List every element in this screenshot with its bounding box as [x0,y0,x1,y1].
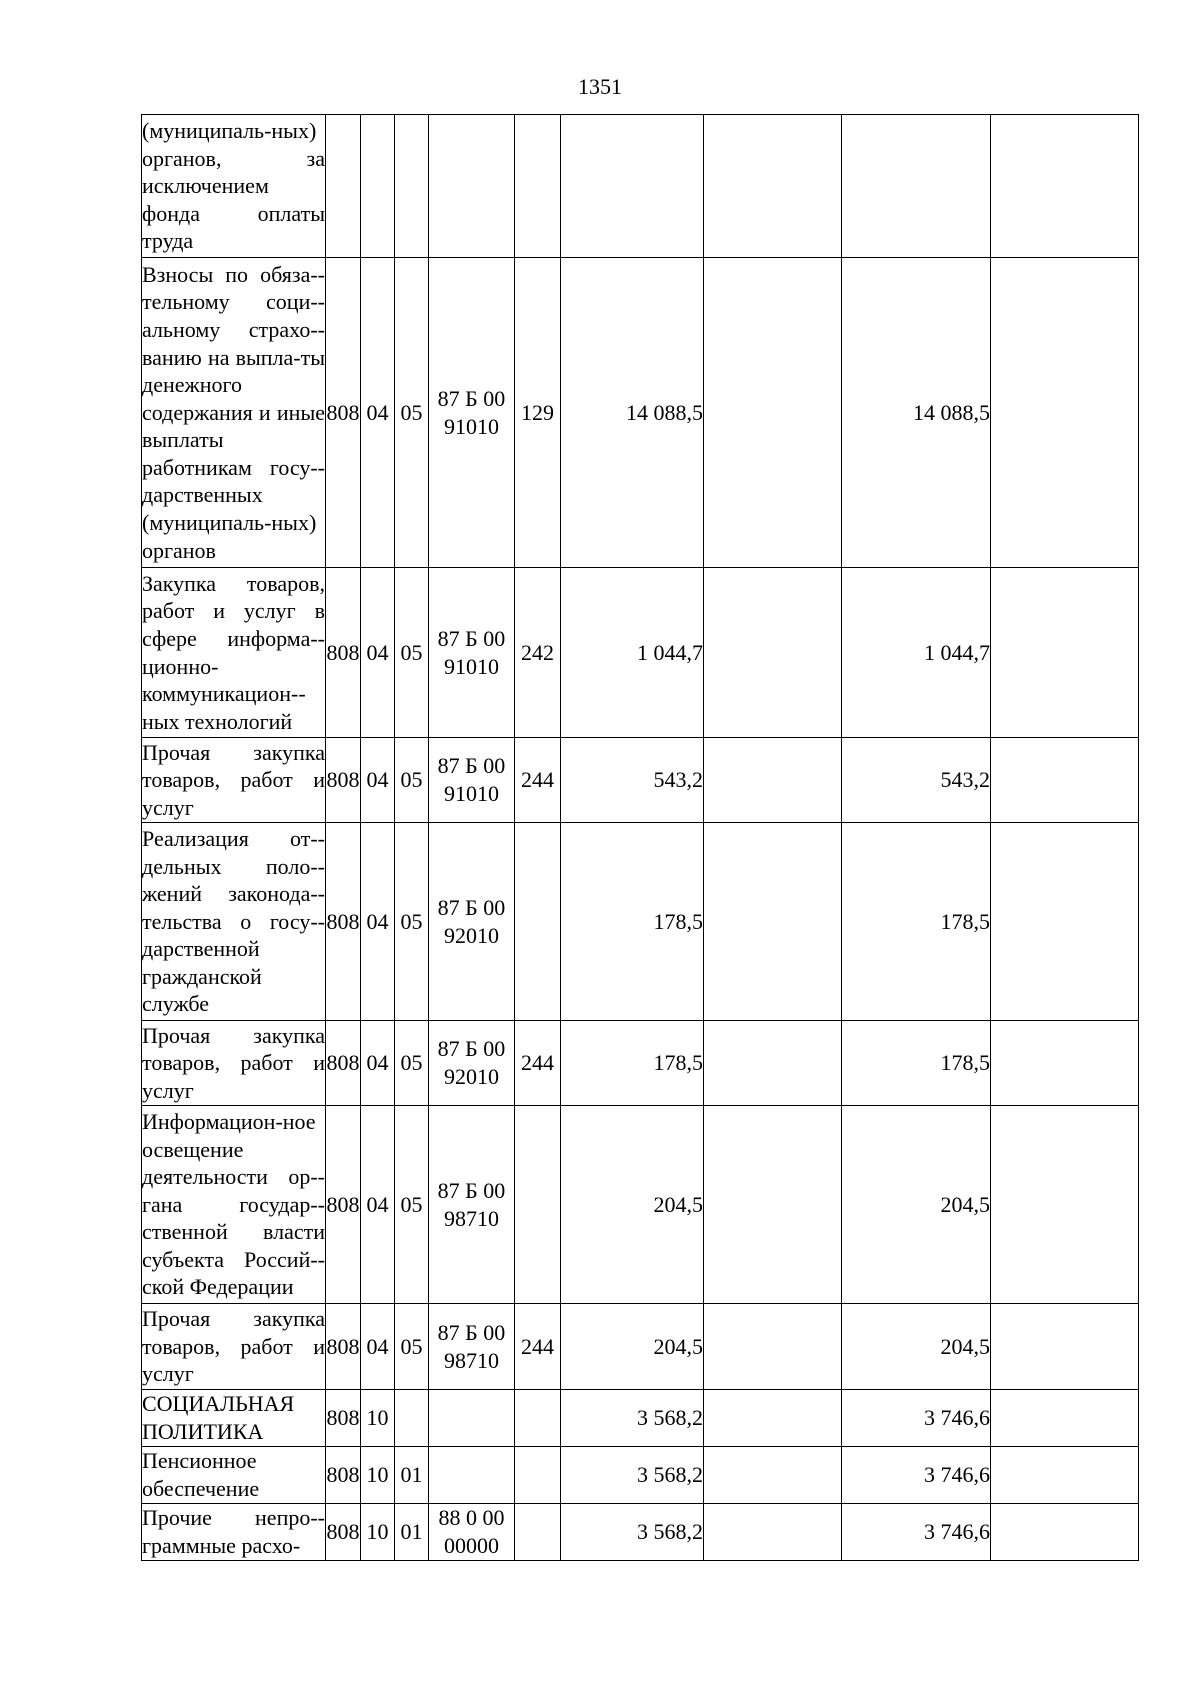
target-article-line-2: 91010 [444,653,499,679]
target-article-line-1: 87 Б 00 [437,1177,506,1203]
section-code-cell: 04 [361,1106,395,1304]
row-name-cell: Взносы по обяза-тельному соци-альному страхо-ванию на выпла-ты денежного содержания и иные выплаты работникам госу-дарственных (муниципаль-ных) органов [142,258,326,568]
sum-column-1-cell: 543,2 [561,738,704,823]
row-name-cell: СОЦИАЛЬНАЯ ПОЛИТИКА [142,1390,326,1447]
section-code-cell: 10 [361,1504,395,1561]
target-article-cell [429,115,515,258]
sum-column-1-cell: 204,5 [561,1106,704,1304]
row-name-cell: Прочая закупка товаров, работ и услуг [142,1021,326,1106]
sum-column-4-cell [991,568,1139,738]
admin-code-cell: 808 [326,1304,361,1390]
section-code-cell: 04 [361,1021,395,1106]
sum-column-2-cell [704,738,842,823]
row-name-cell: Реализация от-дельных поло-жений законода-тельства о госу-дарственной гражданской службе [142,823,326,1021]
subsection-code-cell: 05 [395,1106,429,1304]
sum-column-2-cell [704,1390,842,1447]
budget-table-body [142,115,1139,1561]
sum-column-4-cell [991,1504,1139,1561]
sum-column-3-cell: 204,5 [842,1106,991,1304]
sum-column-3-cell: 14 088,5 [842,258,991,568]
target-article-line-1: 87 Б 00 [437,894,506,920]
table-row [142,258,1139,568]
section-code-cell: 04 [361,1304,395,1390]
page-number: 1351 [578,74,622,99]
admin-code-cell [326,115,361,258]
admin-code-cell: 808 [326,568,361,738]
section-code-cell: 04 [361,823,395,1021]
target-article-line-1: 87 Б 00 [437,625,506,651]
table-row [142,1021,1139,1106]
sum-column-1-cell: 3 568,2 [561,1504,704,1561]
table-row [142,823,1139,1021]
expense-type-cell: 242 [515,568,561,738]
expense-type-cell [515,1106,561,1304]
target-article-line-2: 91010 [444,781,499,806]
sum-column-3-cell: 3 746,6 [842,1504,991,1561]
target-article-cell [429,1021,515,1106]
sum-column-4-cell [991,1021,1139,1106]
admin-code-cell: 808 [326,738,361,823]
sum-column-4-cell [991,115,1139,258]
expense-type-cell [515,115,561,258]
target-article-cell [429,1390,515,1447]
target-article-line-2: 92010 [444,1064,499,1089]
row-name-cell: Пенсионное обеспечение [142,1447,326,1504]
subsection-code-cell [395,115,429,258]
admin-code-cell: 808 [326,1021,361,1106]
table-row [142,1304,1139,1390]
admin-code-cell: 808 [326,1390,361,1447]
subsection-code-cell: 05 [395,568,429,738]
sum-column-1-cell [561,115,704,258]
sum-column-4-cell [991,823,1139,1021]
table-row [142,738,1139,823]
expense-type-cell: 129 [515,258,561,568]
sum-column-4-cell [991,1390,1139,1447]
target-article-line-1: 87 Б 00 [437,1319,506,1345]
table-row [142,568,1139,738]
target-article-line-2: 00000 [444,1533,499,1558]
sum-column-1-cell: 3 568,2 [561,1447,704,1504]
sum-column-1-cell: 14 088,5 [561,258,704,568]
sum-column-4-cell [991,258,1139,568]
sum-column-1-cell: 3 568,2 [561,1390,704,1447]
sum-column-2-cell [704,1504,842,1561]
subsection-code-cell: 01 [395,1447,429,1504]
target-article-cell [429,1504,515,1561]
admin-code-cell: 808 [326,823,361,1021]
table-row [142,1504,1139,1561]
section-code-cell: 10 [361,1390,395,1447]
section-code-cell: 04 [361,568,395,738]
section-code-cell [361,115,395,258]
row-name-cell: Информацион-ное освещение деятельности ор-гана государ-ственной власти субъекта Россий-ской Федерации [142,1106,326,1304]
sum-column-4-cell [991,1106,1139,1304]
budget-table [141,114,1139,1561]
sum-column-3-cell: 178,5 [842,1021,991,1106]
expense-type-cell [515,823,561,1021]
table-row [142,1106,1139,1304]
sum-column-2-cell [704,823,842,1021]
target-article-cell [429,1304,515,1390]
row-name-cell: Прочие непро-граммные расхо- [142,1504,326,1561]
subsection-code-cell: 05 [395,1021,429,1106]
subsection-code-cell: 05 [395,738,429,823]
target-article-cell [429,823,515,1021]
sum-column-4-cell [991,1304,1139,1390]
expense-type-cell [515,1390,561,1447]
expense-type-cell [515,1447,561,1504]
row-name-cell: Закупка товаров, работ и услуг в сфере информа-ционно-коммуникацион-ных технологий [142,568,326,738]
sum-column-1-cell: 178,5 [561,1021,704,1106]
expense-type-cell: 244 [515,1021,561,1106]
sum-column-2-cell [704,1021,842,1106]
admin-code-cell: 808 [326,1447,361,1504]
table-row [142,115,1139,258]
target-article-cell [429,568,515,738]
target-article-cell [429,258,515,568]
sum-column-1-cell: 204,5 [561,1304,704,1390]
sum-column-3-cell: 3 746,6 [842,1447,991,1504]
target-article-cell [429,738,515,823]
target-article-line-2: 98710 [444,1347,499,1373]
sum-column-3-cell: 204,5 [842,1304,991,1390]
sum-column-2-cell [704,1304,842,1390]
subsection-code-cell [395,1390,429,1447]
admin-code-cell: 808 [326,258,361,568]
section-code-cell: 10 [361,1447,395,1504]
target-article-line-1: 87 Б 00 [437,753,506,779]
subsection-code-cell: 05 [395,258,429,568]
sum-column-3-cell [842,115,991,258]
subsection-code-cell: 05 [395,1304,429,1390]
row-name-cell: Прочая закупка товаров, работ и услуг [142,1304,326,1390]
target-article-line-2: 98710 [444,1205,499,1231]
sum-column-2-cell [704,568,842,738]
sum-column-3-cell: 1 044,7 [842,568,991,738]
sum-column-2-cell [704,1447,842,1504]
sum-column-4-cell [991,1447,1139,1504]
sum-column-3-cell: 543,2 [842,738,991,823]
sum-column-2-cell [704,258,842,568]
expense-type-cell [515,1504,561,1561]
expense-type-cell: 244 [515,1304,561,1390]
sum-column-3-cell: 178,5 [842,823,991,1021]
sum-column-4-cell [991,738,1139,823]
admin-code-cell: 808 [326,1106,361,1304]
row-name-cell: Прочая закупка товаров, работ и услуг [142,738,326,823]
subsection-code-cell: 01 [395,1504,429,1561]
target-article-cell [429,1447,515,1504]
target-article-line-1: 87 Б 00 [437,385,506,411]
target-article-line-2: 92010 [444,922,499,948]
admin-code-cell: 808 [326,1504,361,1561]
target-article-line-1: 87 Б 00 [437,1036,506,1062]
sum-column-2-cell [704,115,842,258]
target-article-line-2: 91010 [444,413,499,439]
expense-type-cell: 244 [515,738,561,823]
sum-column-1-cell: 1 044,7 [561,568,704,738]
target-article-line-1: 88 0 00 [438,1505,505,1531]
target-article-cell [429,1106,515,1304]
subsection-code-cell: 05 [395,823,429,1021]
sum-column-2-cell [704,1106,842,1304]
section-code-cell: 04 [361,258,395,568]
table-row [142,1390,1139,1447]
row-name-cell: (муниципаль-ных) органов, за исключением фонда оплаты труда [142,115,326,258]
sum-column-3-cell: 3 746,6 [842,1390,991,1447]
sum-column-1-cell: 178,5 [561,823,704,1021]
section-code-cell: 04 [361,738,395,823]
table-row [142,1447,1139,1504]
